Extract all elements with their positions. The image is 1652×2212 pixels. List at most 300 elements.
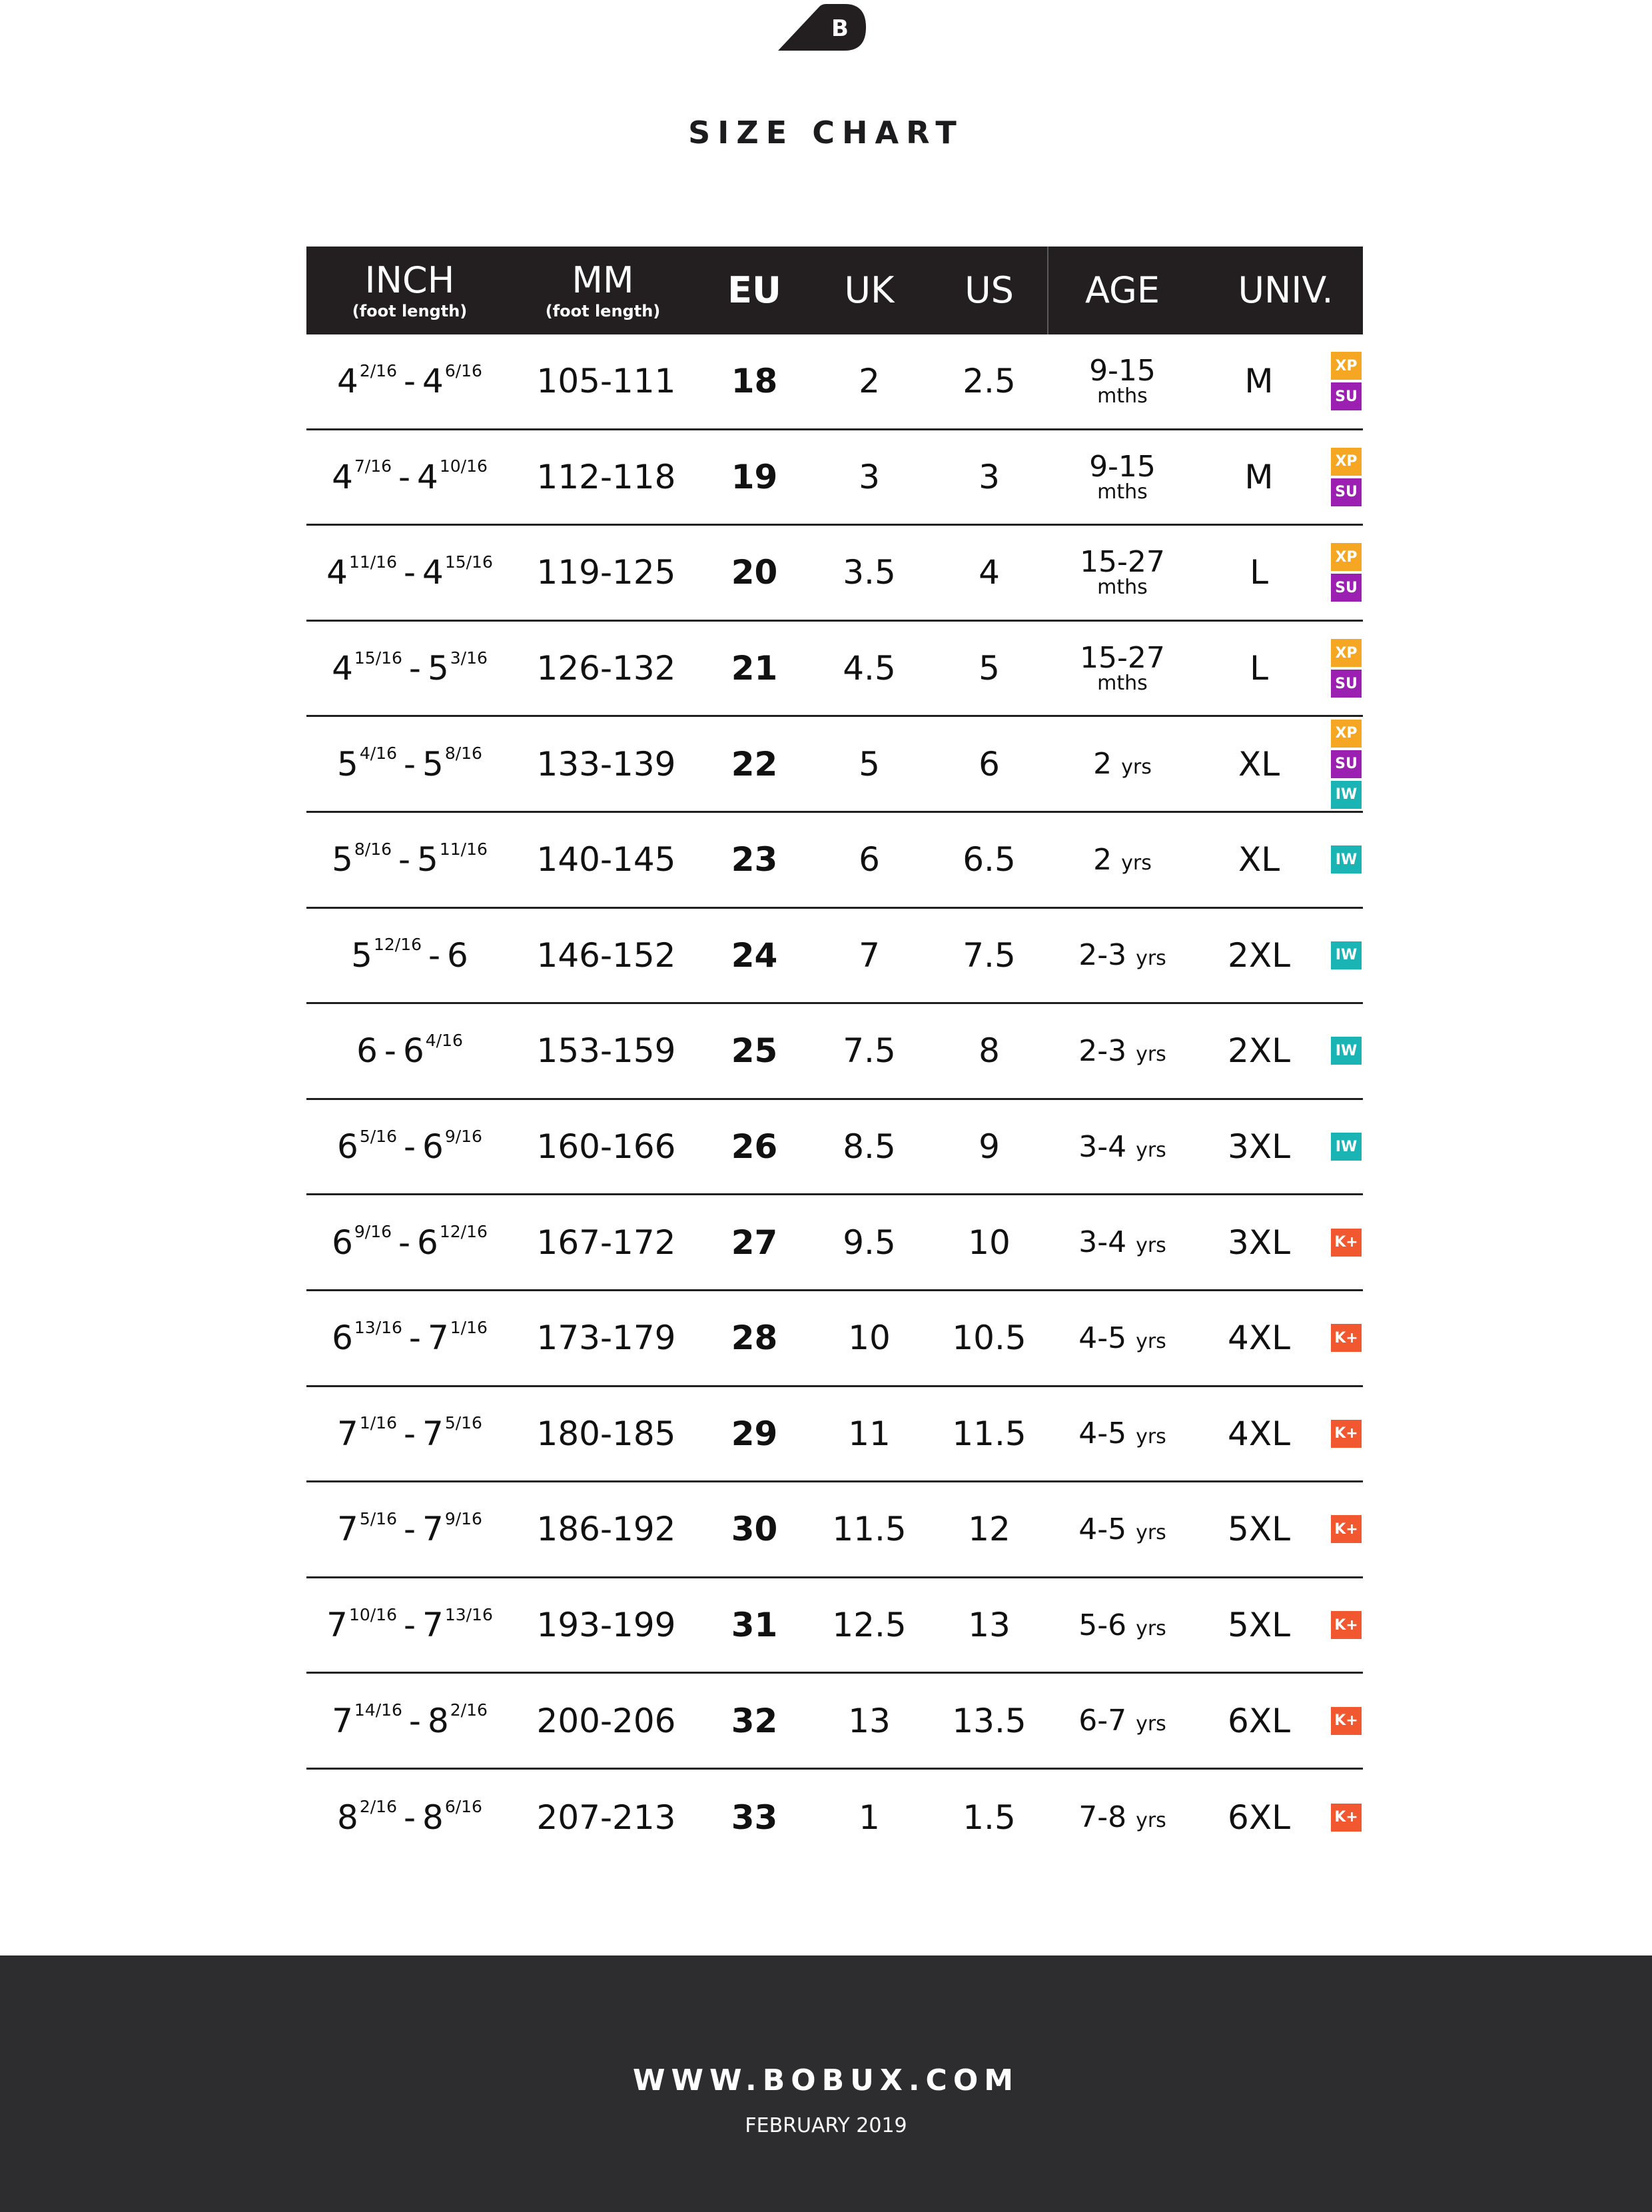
inch-whole: 7 — [422, 1510, 444, 1549]
uk-cell: 7.5 — [843, 1031, 896, 1071]
inch-fraction: 15/16 — [354, 648, 402, 668]
uk-cell: 5 — [859, 744, 880, 784]
inch-dash: - — [396, 1510, 422, 1549]
inch-whole: 8 — [337, 1798, 358, 1837]
inch-fraction: 15/16 — [444, 552, 493, 572]
inch-whole: 8 — [422, 1798, 444, 1837]
inch-whole: 6 — [332, 1223, 353, 1262]
inch-whole: 6 — [332, 1319, 353, 1358]
age-cell — [1049, 1100, 1196, 1194]
inch-fraction: 5/16 — [359, 1508, 397, 1528]
style-badge-iw: IW — [1331, 845, 1362, 873]
mm-cell: 167-172 — [536, 1223, 676, 1262]
age-cell — [1049, 334, 1196, 428]
us-cell: 6.5 — [963, 840, 1016, 879]
inch-dash: - — [392, 840, 418, 879]
us-cell: 8 — [979, 1031, 1000, 1071]
uk-cell: 13 — [848, 1701, 891, 1740]
mm-cell: 146-152 — [536, 935, 676, 975]
inch-dash: - — [396, 1414, 422, 1453]
inch-fraction: 10/16 — [439, 456, 488, 476]
eu-cell: 20 — [731, 553, 778, 592]
badge-group — [1330, 813, 1363, 907]
age-inline — [1078, 1608, 1166, 1642]
inch-cell — [306, 813, 513, 907]
uk-cell: 2 — [859, 362, 880, 401]
us-cell: 6 — [979, 744, 1000, 784]
badge-group — [1330, 717, 1363, 811]
uk-cell: 11 — [848, 1414, 891, 1453]
style-badge-iw: IW — [1331, 1037, 1362, 1065]
inch-whole: 5 — [417, 840, 438, 879]
age-unit: yrs — [1121, 851, 1152, 875]
style-badge-kplus: K+ — [1331, 1707, 1362, 1735]
age-value: 3-4 — [1078, 1129, 1127, 1164]
age-cell — [1049, 526, 1196, 620]
header-inch — [306, 247, 513, 334]
inch-whole: 7 — [337, 1414, 358, 1453]
inch-whole: 4 — [326, 553, 348, 592]
us-cell: 10 — [968, 1223, 1011, 1262]
inch-whole: 5 — [351, 935, 372, 975]
table-row — [306, 1578, 1363, 1674]
inch-whole: 8 — [427, 1701, 449, 1740]
univ-cell: 4XL — [1228, 1319, 1290, 1358]
inch-whole: 6 — [356, 1031, 378, 1071]
mm-cell: 140-145 — [536, 840, 676, 879]
inch-cell — [306, 1004, 513, 1098]
inch-whole: 6 — [337, 1127, 358, 1167]
age-inline — [1078, 938, 1166, 972]
univ-cell: 3XL — [1228, 1223, 1290, 1262]
univ-cell: 4XL — [1228, 1414, 1290, 1453]
age-inline — [1093, 747, 1152, 781]
style-badge-iw: IW — [1331, 1133, 1362, 1161]
us-cell: 10.5 — [952, 1319, 1027, 1358]
mm-cell: 200-206 — [536, 1701, 676, 1740]
header-univ-label: UNIV. — [1238, 269, 1334, 311]
age-value: 6-7 — [1078, 1704, 1127, 1738]
inch-fraction: 6/16 — [444, 1797, 482, 1817]
inch-cell — [306, 909, 513, 1003]
eu-cell: 18 — [731, 362, 778, 401]
inch-whole: 7 — [326, 1606, 348, 1645]
age-inline — [1078, 1034, 1166, 1068]
table-row — [306, 1770, 1363, 1866]
age-value: 2-3 — [1078, 938, 1127, 973]
uk-cell: 1 — [859, 1798, 880, 1837]
inch-whole: 6 — [402, 1031, 424, 1071]
uk-cell: 4.5 — [843, 649, 896, 688]
uk-cell: 11.5 — [832, 1510, 907, 1549]
table-row — [306, 909, 1363, 1005]
age-unit: yrs — [1121, 756, 1152, 780]
univ-cell: 6XL — [1228, 1701, 1290, 1740]
age-inline — [1093, 843, 1152, 877]
badge-group — [1330, 430, 1363, 524]
age-value: 4-5 — [1078, 1512, 1127, 1546]
style-badge-xp: XP — [1331, 448, 1362, 476]
table-row — [306, 813, 1363, 909]
age-cell — [1049, 430, 1196, 524]
inch-cell — [306, 526, 513, 620]
inch-fraction: 12/16 — [373, 935, 422, 955]
inch-whole: 4 — [422, 362, 444, 401]
style-badge-kplus: K+ — [1331, 1324, 1362, 1352]
age-value: 2 — [1093, 747, 1112, 782]
badge-group — [1330, 1291, 1363, 1385]
inch-cell — [306, 1578, 513, 1672]
table-row — [306, 1482, 1363, 1578]
inch-fraction: 4/16 — [359, 744, 397, 764]
table-row — [306, 717, 1363, 813]
inch-cell — [306, 717, 513, 811]
inch-cell — [306, 1387, 513, 1481]
inch-whole: 4 — [332, 649, 353, 688]
style-badge-kplus: K+ — [1331, 1229, 1362, 1257]
mm-cell: 160-166 — [536, 1127, 676, 1167]
uk-cell: 12.5 — [832, 1606, 907, 1645]
us-cell: 4 — [979, 553, 1000, 592]
badge-group — [1330, 1578, 1363, 1672]
header-mm-label: MM — [572, 259, 634, 301]
table-row — [306, 1100, 1363, 1196]
inch-whole: 5 — [422, 744, 444, 784]
univ-cell: L — [1250, 649, 1268, 688]
uk-cell: 6 — [859, 840, 880, 879]
age-inline — [1078, 1704, 1166, 1738]
header-us — [929, 247, 1049, 334]
inch-cell — [306, 622, 513, 716]
inch-fraction: 9/16 — [354, 1222, 392, 1242]
inch-dash: - — [402, 1701, 428, 1740]
inch-whole: 5 — [332, 840, 353, 879]
inch-cell — [306, 430, 513, 524]
style-badge-iw: IW — [1331, 941, 1362, 969]
inch-fraction: 14/16 — [354, 1700, 402, 1720]
footer-url[interactable]: WWW.BOBUX.COM — [632, 2063, 1020, 2097]
header-eu — [699, 247, 809, 334]
eu-cell: 33 — [731, 1798, 778, 1837]
age-cell — [1049, 909, 1196, 1003]
badge-group — [1330, 1004, 1363, 1098]
inch-whole: 7 — [332, 1701, 353, 1740]
age-unit: yrs — [1136, 1042, 1166, 1066]
age-unit: yrs — [1136, 1616, 1166, 1640]
header-age-label: AGE — [1085, 269, 1160, 311]
univ-cell: 3XL — [1228, 1127, 1290, 1167]
style-badge-su: SU — [1331, 574, 1362, 602]
logo-letter: B — [831, 15, 849, 42]
eu-cell: 32 — [731, 1701, 778, 1740]
bobux-logo — [778, 4, 866, 51]
age-value: 3-4 — [1078, 1225, 1127, 1260]
inch-dash: - — [396, 1606, 422, 1645]
size-chart-table — [306, 247, 1363, 1866]
eu-cell: 26 — [731, 1127, 778, 1167]
inch-dash: - — [396, 1798, 422, 1837]
table-row — [306, 622, 1363, 718]
table-row — [306, 334, 1363, 430]
mm-cell: 193-199 — [536, 1606, 676, 1645]
age-inline — [1078, 1225, 1166, 1259]
header-eu-label: EU — [727, 269, 781, 311]
eu-cell: 30 — [731, 1510, 778, 1549]
inch-cell — [306, 1674, 513, 1768]
mm-cell: 173-179 — [536, 1319, 676, 1358]
mm-cell: 133-139 — [536, 744, 676, 784]
eu-cell: 29 — [731, 1414, 778, 1453]
inch-dash: - — [396, 1127, 422, 1167]
eu-cell: 28 — [731, 1319, 778, 1358]
age-cell — [1049, 1387, 1196, 1481]
table-row — [306, 1195, 1363, 1291]
style-badge-xp: XP — [1331, 720, 1362, 748]
inch-whole: 4 — [332, 457, 353, 496]
age-cell — [1049, 1770, 1196, 1866]
age-cell — [1049, 1291, 1196, 1385]
mm-cell: 153-159 — [536, 1031, 676, 1071]
style-badge-xp: XP — [1331, 543, 1362, 571]
uk-cell: 10 — [848, 1319, 891, 1358]
inch-whole: 5 — [427, 649, 449, 688]
header-univ — [1219, 247, 1352, 334]
mm-cell: 126-132 — [536, 649, 676, 688]
age-unit: mths — [1097, 480, 1148, 504]
eu-cell: 19 — [731, 457, 778, 496]
inch-fraction: 7/16 — [354, 456, 392, 476]
age-cell — [1049, 622, 1196, 716]
inch-fraction: 10/16 — [348, 1604, 397, 1624]
age-value: 15-27 — [1080, 545, 1165, 580]
uk-cell: 8.5 — [843, 1127, 896, 1167]
age-unit: mths — [1097, 384, 1148, 408]
univ-cell: L — [1250, 553, 1268, 592]
table-row — [306, 526, 1363, 622]
inch-dash: - — [402, 1319, 428, 1358]
uk-cell: 9.5 — [843, 1223, 896, 1262]
inch-fraction: 11/16 — [348, 552, 397, 572]
univ-cell: 6XL — [1228, 1798, 1290, 1837]
inch-whole: 7 — [427, 1319, 449, 1358]
inch-whole: 4 — [422, 553, 444, 592]
mm-cell: 112-118 — [536, 457, 676, 496]
inch-fraction: 5/16 — [444, 1413, 482, 1433]
inch-whole: 4 — [417, 457, 438, 496]
style-badge-su: SU — [1331, 382, 1362, 410]
table-row — [306, 1387, 1363, 1483]
table-body — [306, 334, 1363, 1866]
inch-dash: - — [402, 649, 428, 688]
univ-cell: XL — [1238, 744, 1280, 784]
inch-fraction: 5/16 — [359, 1126, 397, 1146]
mm-cell: 119-125 — [536, 553, 676, 592]
style-badge-kplus: K+ — [1331, 1611, 1362, 1639]
inch-fraction: 11/16 — [439, 839, 488, 859]
header-inch-sub: (foot length) — [352, 302, 468, 320]
inch-dash: - — [396, 362, 422, 401]
inch-fraction: 13/16 — [354, 1317, 402, 1337]
inch-cell — [306, 1770, 513, 1866]
inch-fraction: 13/16 — [444, 1604, 493, 1624]
inch-cell — [306, 1291, 513, 1385]
inch-fraction: 2/16 — [359, 1797, 397, 1817]
us-cell: 12 — [968, 1510, 1011, 1549]
us-cell: 9 — [979, 1127, 1000, 1167]
badge-group — [1330, 909, 1363, 1003]
age-cell — [1049, 717, 1196, 811]
age-value: 7-8 — [1078, 1800, 1127, 1835]
header-us-label: US — [965, 269, 1014, 311]
inch-whole: 6 — [447, 935, 468, 975]
us-cell: 3 — [979, 457, 1000, 496]
age-unit: mths — [1097, 576, 1148, 600]
header-uk — [809, 247, 929, 334]
inch-whole: 5 — [337, 744, 358, 784]
age-unit: yrs — [1136, 1712, 1166, 1736]
us-cell: 5 — [979, 649, 1000, 688]
univ-cell: 5XL — [1228, 1510, 1290, 1549]
univ-cell: 2XL — [1228, 935, 1290, 975]
inch-whole: 7 — [422, 1606, 444, 1645]
uk-cell: 3.5 — [843, 553, 896, 592]
univ-cell: XL — [1238, 840, 1280, 879]
age-unit: mths — [1097, 672, 1148, 696]
style-badge-kplus: K+ — [1331, 1420, 1362, 1448]
page-title: SIZE CHART — [688, 115, 964, 151]
age-unit: yrs — [1136, 947, 1166, 971]
age-value: 9-15 — [1089, 354, 1156, 388]
us-cell: 7.5 — [963, 935, 1016, 975]
table-row — [306, 1291, 1363, 1387]
inch-dash: - — [396, 553, 422, 592]
age-inline — [1078, 1321, 1166, 1355]
age-value: 5-6 — [1078, 1608, 1127, 1642]
badge-group — [1330, 1770, 1363, 1866]
inch-fraction: 9/16 — [444, 1508, 482, 1528]
age-inline — [1078, 1800, 1166, 1834]
inch-cell — [306, 1100, 513, 1194]
age-inline — [1078, 1130, 1166, 1164]
age-value: 9-15 — [1089, 449, 1156, 484]
age-cell — [1049, 1674, 1196, 1768]
header-mm-sub: (foot length) — [545, 302, 661, 320]
inch-fraction: 1/16 — [450, 1317, 488, 1337]
age-unit: yrs — [1136, 1809, 1166, 1833]
style-badge-kplus: K+ — [1331, 1515, 1362, 1543]
inch-cell — [306, 1195, 513, 1289]
inch-fraction: 9/16 — [444, 1126, 482, 1146]
style-badge-su: SU — [1331, 670, 1362, 698]
eu-cell: 22 — [731, 744, 778, 784]
header-age — [1049, 247, 1196, 334]
inch-fraction: 2/16 — [450, 1700, 488, 1720]
table-row — [306, 1004, 1363, 1100]
style-badge-su: SU — [1331, 478, 1362, 506]
inch-fraction: 8/16 — [354, 839, 392, 859]
footer — [0, 1955, 1652, 2212]
age-value: 4-5 — [1078, 1416, 1127, 1451]
age-inline — [1078, 1416, 1166, 1450]
inch-whole: 6 — [417, 1223, 438, 1262]
age-cell — [1049, 1004, 1196, 1098]
inch-dash: - — [422, 935, 448, 975]
inch-fraction: 1/16 — [359, 1413, 397, 1433]
inch-whole: 6 — [422, 1127, 444, 1167]
uk-cell: 7 — [859, 935, 880, 975]
age-unit: yrs — [1136, 1138, 1166, 1162]
style-badge-su: SU — [1331, 750, 1362, 778]
badge-group — [1330, 1100, 1363, 1194]
table-header — [306, 247, 1363, 334]
uk-cell: 3 — [859, 457, 880, 496]
age-cell — [1049, 1482, 1196, 1576]
inch-dash: - — [377, 1031, 403, 1071]
mm-cell: 105-111 — [536, 362, 676, 401]
mm-cell: 180-185 — [536, 1414, 676, 1453]
inch-cell — [306, 1482, 513, 1576]
us-cell: 13 — [968, 1606, 1011, 1645]
table-row — [306, 1674, 1363, 1770]
inch-whole: 4 — [337, 362, 358, 401]
style-badge-xp: XP — [1331, 352, 1362, 380]
mm-cell: 207-213 — [536, 1798, 676, 1837]
style-badge-xp: XP — [1331, 639, 1362, 667]
age-value: 2 — [1093, 842, 1112, 877]
eu-cell: 31 — [731, 1606, 778, 1645]
eu-cell: 25 — [731, 1031, 778, 1071]
badge-group — [1330, 622, 1363, 716]
age-cell — [1049, 1195, 1196, 1289]
inch-fraction: 12/16 — [439, 1222, 488, 1242]
age-unit: yrs — [1136, 1520, 1166, 1544]
us-cell: 2.5 — [963, 362, 1016, 401]
inch-fraction: 2/16 — [359, 360, 397, 380]
eu-cell: 21 — [731, 649, 778, 688]
inch-dash: - — [396, 744, 422, 784]
univ-cell: 5XL — [1228, 1606, 1290, 1645]
footer-date: FEBRUARY 2019 — [745, 2114, 907, 2137]
badge-group — [1330, 334, 1363, 428]
header-inch-label: INCH — [364, 259, 455, 301]
age-unit: yrs — [1136, 1329, 1166, 1353]
univ-cell: M — [1244, 362, 1274, 401]
inch-whole: 7 — [422, 1414, 444, 1453]
header-mm — [513, 247, 693, 334]
inch-dash: - — [392, 1223, 418, 1262]
inch-fraction: 6/16 — [444, 360, 482, 380]
eu-cell: 27 — [731, 1223, 778, 1262]
eu-cell: 23 — [731, 840, 778, 879]
age-value: 15-27 — [1080, 641, 1165, 676]
table-row — [306, 430, 1363, 526]
univ-cell: M — [1244, 457, 1274, 496]
style-badge-kplus: K+ — [1331, 1804, 1362, 1832]
age-inline — [1078, 1512, 1166, 1546]
style-badge-iw: IW — [1331, 781, 1362, 809]
age-cell — [1049, 1578, 1196, 1672]
inch-fraction: 4/16 — [425, 1030, 463, 1050]
inch-dash: - — [392, 457, 418, 496]
badge-group — [1330, 526, 1363, 620]
mm-cell: 186-192 — [536, 1510, 676, 1549]
header-divider — [1047, 247, 1048, 334]
age-value: 2-3 — [1078, 1033, 1127, 1068]
badge-group — [1330, 1674, 1363, 1768]
univ-cell: 2XL — [1228, 1031, 1290, 1071]
badge-group — [1330, 1387, 1363, 1481]
age-unit: yrs — [1136, 1425, 1166, 1449]
